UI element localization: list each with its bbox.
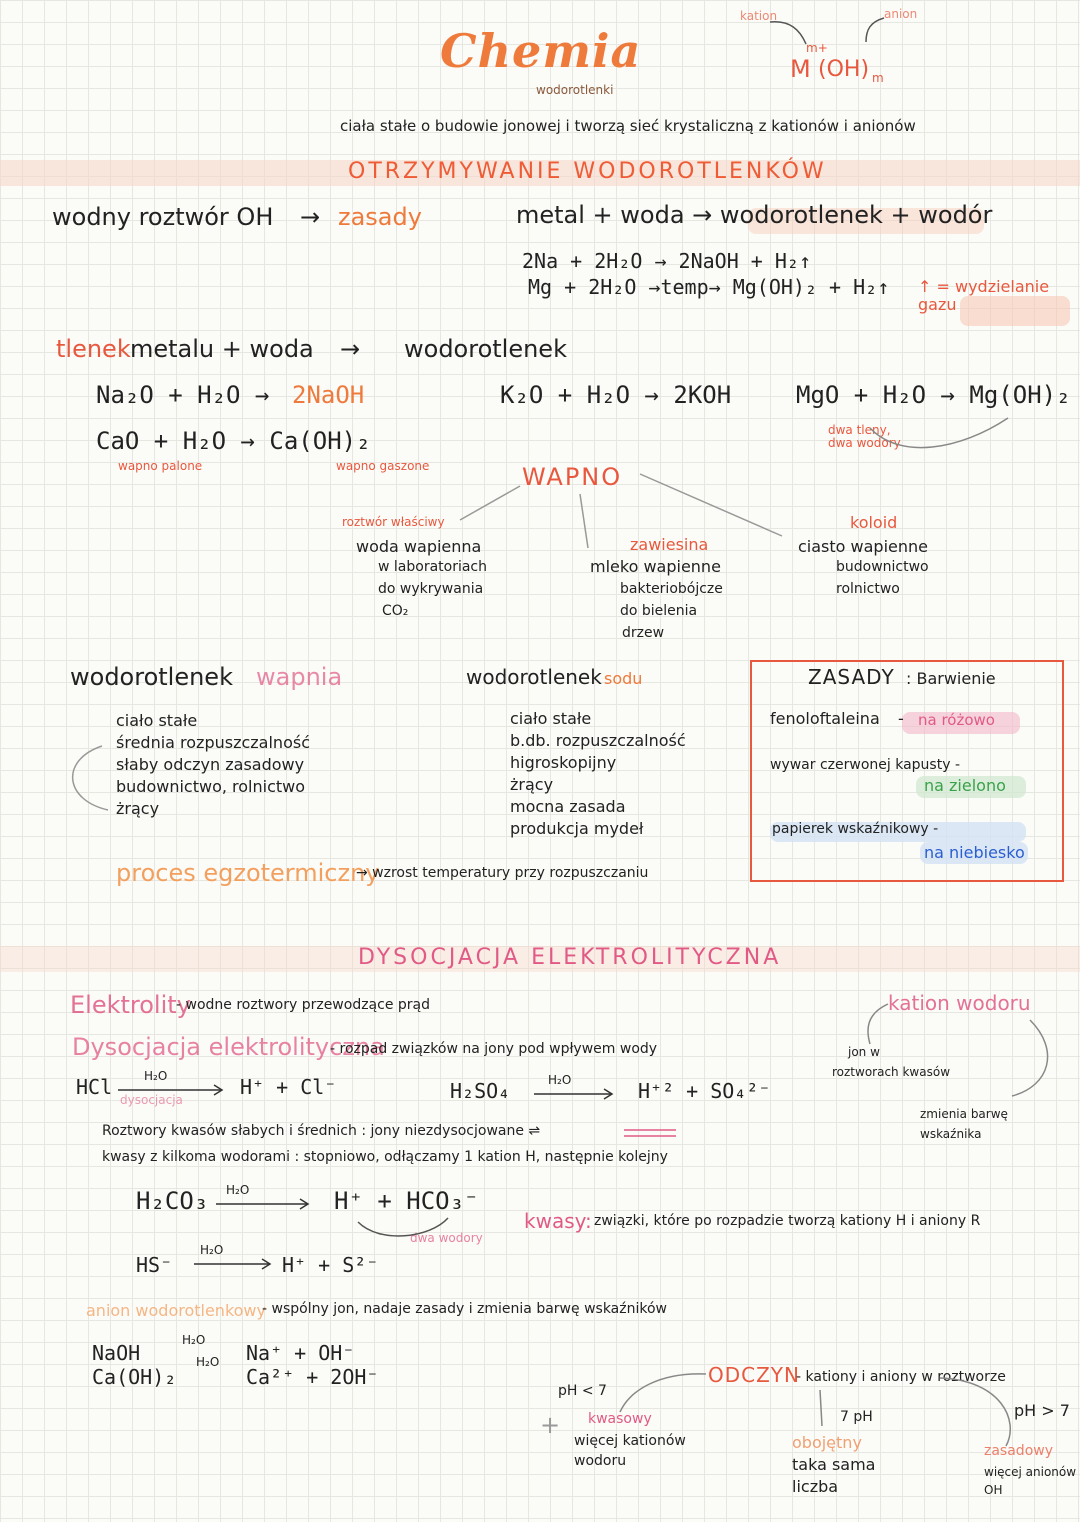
section1-heading: OTRZYMYWANIE WODOROTLENKÓW bbox=[348, 159, 827, 184]
eq-h2co3-left: H₂CO₃ bbox=[136, 1187, 209, 1215]
kwasy-def: związki, które po rozpadzie tworzą kationy H i aniony R bbox=[594, 1213, 981, 1229]
zasadowy-line-1: OH bbox=[984, 1483, 1003, 1497]
eq-hcl-under: dysocjacja bbox=[120, 1093, 183, 1107]
wapnia-title-b: wapnia bbox=[256, 663, 343, 691]
sodu-item-5: produkcja mydeł bbox=[510, 819, 644, 838]
jon-w: jon w bbox=[848, 1045, 880, 1059]
eq-h2co3-right: H⁺ + HCO₃⁻ bbox=[334, 1187, 479, 1215]
wapnia-item-1: średnia rozpuszczalność bbox=[116, 733, 310, 752]
zasady-row-2-value: na niebiesko bbox=[924, 843, 1025, 862]
wapno-branch-1-item-1: do bielenia bbox=[620, 603, 698, 619]
wapnia-title-a: wodorotlenek bbox=[70, 663, 233, 691]
zasadowy-line-0: więcej anionów bbox=[984, 1465, 1077, 1479]
eq-hs-right: H⁺ + S²⁻ bbox=[282, 1253, 379, 1277]
zasady-row-1-value: na zielono bbox=[924, 776, 1006, 795]
elektrolity-label: Elektrolity bbox=[70, 991, 191, 1019]
zasady-row-1-label: wywar czerwonej kapusty - bbox=[770, 757, 960, 773]
sodu-item-0: ciało stałe bbox=[510, 709, 592, 728]
proces-label: proces egzotermiczny bbox=[116, 859, 380, 887]
ph-lt: pH < 7 bbox=[558, 1383, 607, 1399]
dysocjacja-text: - rozpad związków na jony pod wpływem wody bbox=[330, 1041, 658, 1057]
rule1-arrow: → bbox=[300, 203, 321, 231]
obojetny-name: obojętny bbox=[792, 1433, 862, 1452]
zasady-row-0-label: fenoloftaleina bbox=[770, 709, 880, 728]
wapno-branch-1-type: zawiesina bbox=[630, 535, 709, 554]
eq-h2so4-left: H₂SO₄ bbox=[450, 1079, 511, 1103]
kwasowy-name: kwasowy bbox=[588, 1411, 652, 1427]
eq-hcl-right: H⁺ + Cl⁻ bbox=[240, 1075, 337, 1099]
eq-hcl-left: HCl bbox=[76, 1075, 113, 1099]
eq-hcl-over: H₂O bbox=[144, 1069, 168, 1083]
eq-caoh-left: Ca(OH)₂ bbox=[92, 1365, 177, 1389]
eq-hs-over: H₂O bbox=[200, 1243, 224, 1257]
formula-m-charge: m+ bbox=[806, 41, 828, 55]
zasady-subtitle: : Barwienie bbox=[906, 669, 996, 688]
eq1: 2Na + 2H₂O → 2NaOH + H₂↑ bbox=[522, 249, 811, 273]
rule3-arrow: → bbox=[340, 335, 361, 363]
zasady-row-0-dash: - bbox=[898, 709, 904, 728]
sodu-item-1: b.db. rozpuszczalność bbox=[510, 731, 686, 750]
wapnia-item-2: słaby odczyn zasadowy bbox=[116, 755, 305, 774]
anion-label: anion wodorotlenkowy bbox=[86, 1301, 266, 1320]
rule3-left: tlenek bbox=[56, 335, 131, 363]
ph-eq: 7 pH bbox=[840, 1409, 873, 1425]
formula-m: M bbox=[790, 55, 811, 83]
wapno-branch-0-item-2: CO₂ bbox=[382, 603, 409, 619]
wapno-branch-1-item-0: bakteriobójcze bbox=[620, 581, 723, 597]
dwa-wodory: dwa wodory bbox=[410, 1231, 483, 1245]
eq-naoh-left: NaOH bbox=[92, 1341, 141, 1365]
kwasy-line: kwasy z kilkoma wodorami : stopniowo, odłączamy 1 kation H, następnie kolejny bbox=[102, 1149, 668, 1165]
wapno-branch-2-name: ciasto wapienne bbox=[798, 537, 928, 556]
eq-h2so4-right: H⁺² + SO₄²⁻ bbox=[638, 1079, 771, 1103]
eq-caoh-right: Ca²⁺ + 2OH⁻ bbox=[246, 1365, 379, 1389]
elektrolity-text: - wodne roztwory przewodzące prąd bbox=[176, 997, 431, 1013]
wapno-branch-2-item-1: rolnictwo bbox=[836, 581, 900, 597]
wapno-branch-1-item-2: drzew bbox=[622, 625, 665, 641]
page-title: Chemia bbox=[440, 24, 642, 78]
dysocjacja-label: Dysocjacja elektrolityczna bbox=[72, 1033, 385, 1061]
eq-naoh-over: H₂O bbox=[182, 1333, 206, 1347]
eq-h2co3-over: H₂O bbox=[226, 1183, 250, 1197]
rule1-left: wodny roztwór OH bbox=[52, 203, 274, 231]
ph-gt: pH > 7 bbox=[1014, 1401, 1070, 1420]
kation-label: kation bbox=[740, 9, 778, 23]
eq6: CaO + H₂O → Ca(OH)₂ bbox=[96, 427, 371, 455]
wapno-branch-0-name: woda wapienna bbox=[356, 537, 482, 556]
kation-wodoru: kation wodoru bbox=[888, 991, 1031, 1015]
sodu-item-3: żrący bbox=[510, 775, 554, 794]
description: ciała stałe o budowie jonowej i tworzą sieć krystaliczną z kationów i anionów bbox=[340, 117, 916, 135]
eq3-product: 2NaOH bbox=[292, 381, 365, 409]
eq4: K₂O + H₂O → 2KOH bbox=[500, 381, 732, 409]
wapnia-item-0: ciało stałe bbox=[116, 711, 198, 730]
odczyn-desc: - kationy i aniony w roztworze bbox=[796, 1369, 1006, 1385]
gas-note: ↑ = wydzielanie gazu bbox=[918, 277, 1050, 314]
eq-h2so4-over: H₂O bbox=[548, 1073, 572, 1087]
wapno-branch-2-item-0: budownictwo bbox=[836, 559, 929, 575]
formula-oh: (OH) bbox=[818, 57, 870, 82]
wapno-branch-0-item-0: w laboratoriach bbox=[378, 559, 488, 575]
wapno-branch-0-type: roztwór właściwy bbox=[342, 515, 445, 529]
eq-naoh-right: Na⁺ + OH⁻ bbox=[246, 1341, 355, 1365]
zmienia: zmienia barwę bbox=[920, 1107, 1008, 1121]
wapno-title: WAPNO bbox=[522, 463, 623, 491]
eq-hs-left: HS⁻ bbox=[136, 1253, 173, 1277]
wapnia-item-4: żrący bbox=[116, 799, 160, 818]
sodu-title-a: wodorotlenek bbox=[466, 665, 602, 689]
odczyn-plus: + bbox=[540, 1411, 561, 1439]
roztworach: roztworach kwasów bbox=[832, 1065, 951, 1079]
eq5: MgO + H₂O → Mg(OH)₂ bbox=[796, 381, 1071, 409]
caoh-label: wapno gaszone bbox=[336, 459, 430, 473]
eq-caoh-over: H₂O bbox=[196, 1355, 220, 1369]
wapno-branch-0-item-1: do wykrywania bbox=[378, 581, 484, 597]
kwasowy-line-1: wodoru bbox=[574, 1453, 627, 1469]
anion-label: anion bbox=[884, 7, 918, 21]
obojetny-line-0: taka sama bbox=[792, 1455, 876, 1474]
zasadowy-name: zasadowy bbox=[984, 1443, 1053, 1459]
proces-text: → wzrost temperatury przy rozpuszczaniu bbox=[356, 865, 649, 881]
sodu-item-2: higroskopijny bbox=[510, 753, 617, 772]
cao-label: wapno palone bbox=[118, 459, 203, 473]
formula-sub: m bbox=[872, 71, 884, 85]
wapno-branch-1-name: mleko wapienne bbox=[590, 557, 721, 576]
rule3-mid: metalu + woda bbox=[130, 335, 314, 363]
sodu-title-b: sodu bbox=[604, 669, 643, 688]
anion-text: - wspólny jon, nadaje zasady i zmienia barwę wskaźników bbox=[262, 1301, 667, 1317]
rule3-right: wodorotlenek bbox=[404, 335, 567, 363]
wskaznika: wskaźnika bbox=[920, 1127, 982, 1141]
zasady-title: ZASADY bbox=[808, 665, 895, 689]
sodu-item-4: mocna zasada bbox=[510, 797, 626, 816]
kwasy-label: kwasy: bbox=[524, 1209, 592, 1233]
rule2: metal + woda → wodorotlenek + wodór bbox=[516, 201, 993, 229]
eq2: Mg + 2H₂O →temp→ Mg(OH)₂ + H₂↑ bbox=[528, 275, 890, 299]
kwasowy-line-0: więcej kationów bbox=[574, 1433, 686, 1449]
odczyn-title: ODCZYN bbox=[708, 1363, 800, 1387]
eq3: Na₂O + H₂O → bbox=[96, 381, 270, 409]
zasady-row-2-label: papierek wskaźnikowy - bbox=[772, 821, 939, 837]
rule1-right: zasady bbox=[338, 203, 422, 231]
section2-heading: DYSOCJACJA ELEKTROLITYCZNA bbox=[358, 945, 782, 970]
roztwory-line: Roztwory kwasów słabych i średnich : jony niezdysocjowane ⇌ bbox=[102, 1123, 541, 1139]
eq5-note: dwa tleny, dwa wodory bbox=[828, 423, 901, 451]
zasady-row-0-value: na różowo bbox=[918, 711, 995, 729]
obojetny-line-1: liczba bbox=[792, 1477, 839, 1496]
page-subtitle: wodorotlenki bbox=[536, 83, 614, 97]
wapno-branch-2-type: koloid bbox=[850, 513, 898, 532]
wapnia-item-3: budownictwo, rolnictwo bbox=[116, 777, 306, 796]
